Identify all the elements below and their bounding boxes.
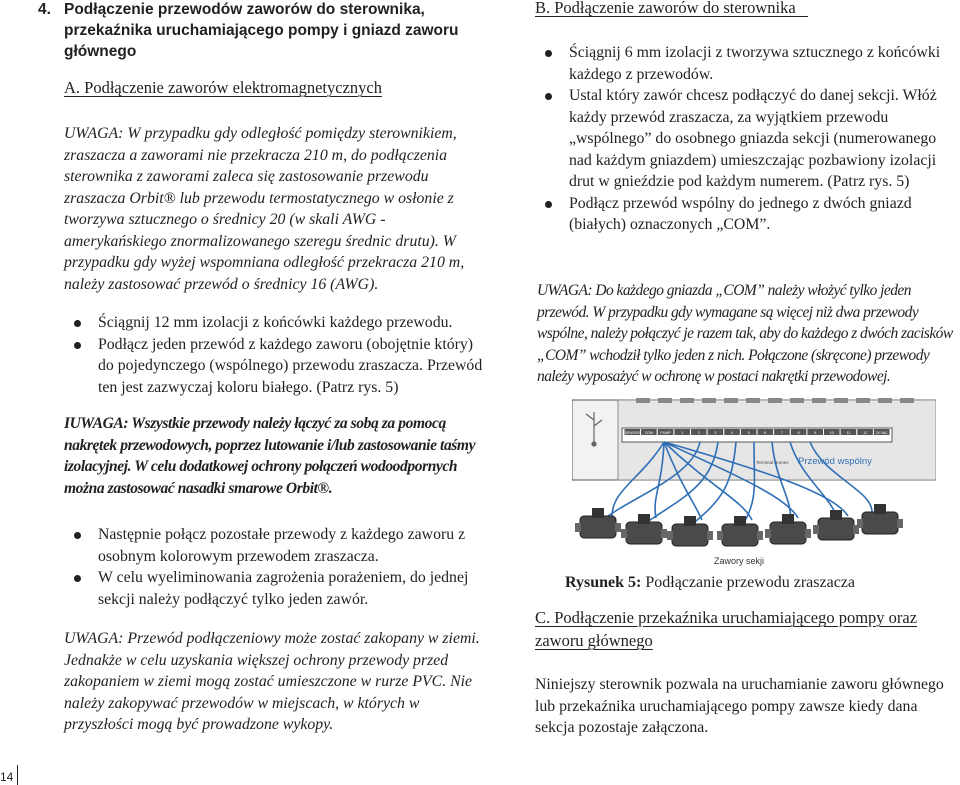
list-item: Podłącz jeden przewód z każdego zaworu (obojętnie który) do pojedynczego (wspólnego) przewodu zraszacza. Przewód ten jest zazwyczaj koloru białego. (Patrz rys. 5) — [64, 334, 484, 399]
list-item: Ustal który zawór chcesz podłączyć do danej sekcji. Włóż każdy przewód zraszacza, za wyjątkiem przewodu „wspólnego” do osobnego gniazda sekcji (numerowanego nad każdym gniazdem) umieszczając pozbawiony izolacji drut w gnieździe pod każdym numerem. (Patrz rys. 5) — [535, 85, 955, 193]
terminal-label: 11 — [846, 431, 851, 435]
section-number: 4. — [38, 1, 51, 18]
valve-icon — [765, 514, 811, 544]
terminal-label: SENSOR — [624, 431, 640, 435]
terminal-label: 8 — [797, 431, 800, 435]
bullet-icon — [74, 532, 81, 539]
figure-caption-label: Rysunek 5: — [565, 574, 642, 591]
section-c-title: C. Podłączenie przekaźnika uruchamiającego pompy oraz zaworu głównego — [535, 608, 918, 650]
terminal-label: COM — [644, 431, 654, 435]
section-b-bullets — [535, 42, 955, 236]
valves-label: Zawory sekji — [714, 556, 765, 566]
section-b-title: B. Podłączenie zaworów do sterownika — [535, 0, 809, 17]
bullet-icon — [74, 575, 81, 582]
terminal-label: 4 — [731, 431, 734, 435]
section-a-bullets-2 — [64, 524, 484, 610]
terminal-label: 3 — [714, 431, 717, 435]
list-item: Podłącz przewód wspólny do jednego z dwóch gniazd (białych) oznaczonych „COM”. — [535, 193, 955, 236]
valve-icon — [717, 516, 763, 546]
bullet-icon — [545, 50, 552, 57]
common-wire-label: Przewód wspólny — [798, 456, 872, 467]
figure-caption-text: Podłączanie przewodu zraszacza — [641, 574, 855, 591]
bullet-icon — [545, 201, 552, 208]
page-number: 14 — [0, 770, 14, 784]
page-divider — [17, 765, 18, 785]
terminal-label: 7 — [780, 431, 783, 435]
terminal-label: PUMP — [660, 431, 671, 435]
section-4-heading — [38, 0, 500, 63]
section-a-note: UWAGA: W przypadku gdy odległość pomiędzy sterownikiem, zraszacza a zaworami nie przekracza 210 m, do podłączenia sterownika z zaworami zaleca się zastosowanie przewodu zraszacza Orbit® lub przewodu termostatycznego w osłonie z tworzywa sztucznego o średnicy 20 (w skali AWG - amerykańskiego znormalizowanego szeregu średnic drutu). W przypadku gdy wyżej wspomniana odległość przekracza 210 m, należy zastosować przewód o średnicy 16 (AWG). — [64, 125, 465, 293]
section-a-title: A. Podłączenie zaworów elektromagnetycznych — [64, 78, 382, 97]
terminal-label: 9 — [814, 431, 817, 435]
terminal-label: 10 — [829, 431, 834, 435]
terminal-label: 6 — [764, 431, 767, 435]
list-item: Ściągnij 6 mm izolacji z tworzywa sztucznego z końcówki każdego z przewodów. — [535, 42, 955, 85]
list-item: W celu wyeliminowania zagrożenia porażeniem, do jednej sekcji należy podłączyć tylko jeden zawór. — [64, 567, 484, 610]
section-c-text: Niniejszy sterownik pozwala na uruchamianie zaworu głównego lub przekaźnika uruchamiającego pompy zawsze kiedy dana sekcja pozostaje załączona. — [535, 676, 944, 736]
terminal-label: 2 — [697, 431, 700, 435]
wiring-diagram — [572, 398, 936, 570]
section-a-bullets — [64, 312, 484, 398]
section-title: Podłączenie przewodów zaworów do sterownika, przekaźnika uruchamiającego pompy i gniazd zaworu głównego — [64, 1, 459, 60]
section-a-note-2: UWAGA: Przewód podłączeniowy może zostać zakopany w ziemi. Jednakże w celu uzyskania większej ochrony przewody przed zakopaniem w ziemi mogą zostać umieszczone w rurze PVC. Nie należy zakopywać przewodów w miejscach, w których w przyszłości mogą być prowadzone wykopy. — [64, 630, 480, 733]
valve-icon — [621, 514, 667, 544]
section-b-note: UWAGA: Do każdego gniazda „COM” należy włożyć tylko jeden przewód. W przypadku gdy wymagane są więcej niż dwa przewody wspólne, należy połączyć je razem tak, aby do każdego z dwóch zacisków „COM” wchodził tylko jeden z nich. Połączone (skręcone) przewody należy wyposażyć w ochronę w postaci nakrętki przewodowej. — [537, 282, 953, 385]
bullet-icon — [545, 93, 552, 100]
bullet-icon — [74, 320, 81, 327]
list-item: Następnie połącz pozostałe przewody z każdego zaworu z osobnym kolorowym przewodem zraszacza. — [64, 524, 484, 567]
figure-caption — [565, 574, 855, 592]
terminal-label: 12 — [863, 431, 868, 435]
terminal-strip-label: Terminal Bornes — [756, 460, 789, 465]
valve-icon — [857, 504, 903, 534]
terminal-label: 24 VAC — [875, 431, 888, 435]
valve-icon — [813, 510, 859, 540]
list-item: Ściągnij 12 mm izolacji z końcówki każdego przewodu. — [64, 312, 484, 334]
terminal-label: 1 — [681, 431, 684, 435]
terminal-label: 5 — [747, 431, 750, 435]
section-a-warning: IUWAGA: Wszystkie przewody należy łączyć za sobą za pomocą nakrętek przewodowych, poprzez lutowanie i/lub zastosowanie taśmy izolacyjnej. W celu dodatkowej ochrony połączeń wodoodpornych można zastosować nasadki smarowe Orbit®. — [64, 415, 476, 497]
valve-icon — [667, 516, 713, 546]
valves — [575, 504, 903, 546]
bullet-icon — [74, 342, 81, 349]
